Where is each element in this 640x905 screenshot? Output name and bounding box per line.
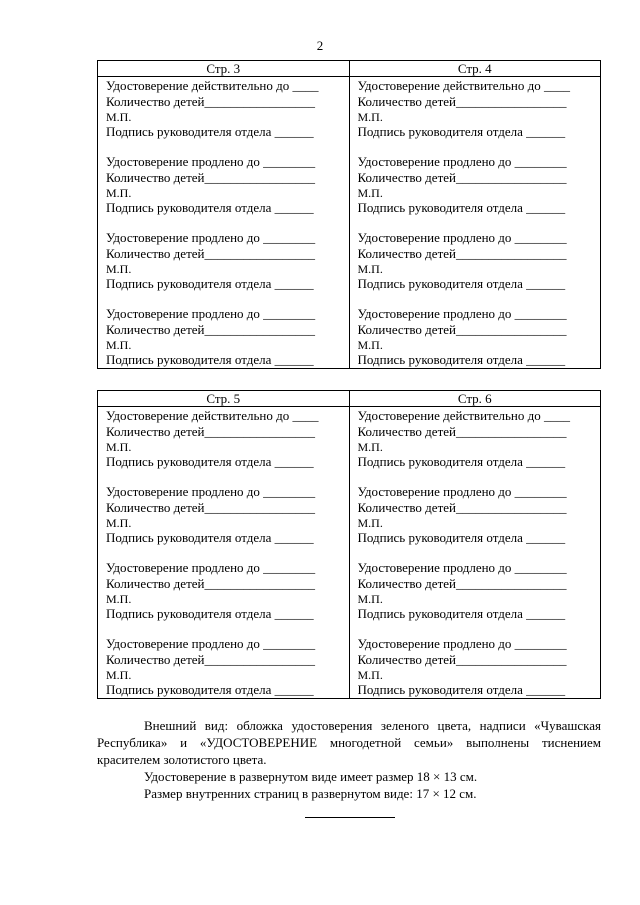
- page-column: [98, 77, 350, 369]
- seal-label: М.П.: [357, 338, 383, 352]
- signature-line: Подпись руководителя отдела ______: [357, 352, 566, 367]
- paragraph: Размер внутренних страниц в развернутом виде: 17 × 12 см.: [144, 786, 477, 801]
- validity-line: Удостоверение продлено до ________: [106, 636, 316, 651]
- validity-line: Удостоверение продлено до ________: [106, 154, 316, 169]
- validity-line: Удостоверение продлено до ________: [106, 230, 316, 245]
- page-number: 2: [316, 38, 324, 53]
- table-row: [98, 77, 601, 369]
- renewal-entry: [358, 78, 601, 140]
- children-count-line: Количество детей_________________: [357, 576, 567, 591]
- signature-line: Подпись руководителя отдела ______: [357, 530, 566, 545]
- validity-line: Удостоверение действительно до ____: [357, 78, 570, 93]
- signature-line: Подпись руководителя отдела ______: [106, 352, 314, 367]
- signature-line: Подпись руководителя отдела ______: [357, 682, 566, 697]
- children-count-line: Количество детей_________________: [106, 322, 315, 337]
- validity-line: Удостоверение продлено до ________: [357, 484, 567, 499]
- renewal-entry: [358, 560, 601, 622]
- signature-line: Подпись руководителя отдела ______: [357, 200, 566, 215]
- signature-line: Подпись руководителя отдела ______: [106, 276, 314, 291]
- seal-label: М.П.: [106, 516, 132, 530]
- seal-label: М.П.: [106, 440, 132, 454]
- renewal-entry: [106, 306, 349, 368]
- renewal-entry: [106, 154, 349, 216]
- paragraph: Удостоверение в развернутом виде имеет размер 18 × 13 см.: [144, 769, 478, 784]
- description-text: [97, 717, 601, 802]
- pages-5-6-table: [97, 390, 601, 699]
- renewal-entry: [106, 484, 349, 546]
- signature-line: Подпись руководителя отдела ______: [106, 454, 314, 469]
- table-header-row: [98, 61, 601, 77]
- page-column: [98, 407, 350, 699]
- column-header: Стр. 6: [349, 391, 601, 407]
- seal-label: М.П.: [106, 338, 132, 352]
- seal-label: М.П.: [106, 262, 132, 276]
- signature-line: Подпись руководителя отдела ______: [357, 124, 566, 139]
- renewal-entry: [358, 484, 601, 546]
- children-count-line: Количество детей_________________: [106, 576, 315, 591]
- children-count-line: Количество детей_________________: [106, 424, 315, 439]
- validity-line: Удостоверение продлено до ________: [357, 230, 567, 245]
- seal-label: М.П.: [106, 668, 132, 682]
- signature-line: Подпись руководителя отдела ______: [106, 530, 314, 545]
- signature-line: Подпись руководителя отдела ______: [106, 200, 314, 215]
- seal-label: М.П.: [357, 516, 383, 530]
- children-count-line: Количество детей_________________: [106, 170, 315, 185]
- seal-label: М.П.: [357, 440, 383, 454]
- renewal-entry: [358, 230, 601, 292]
- renewal-entry: [106, 636, 349, 698]
- validity-line: Удостоверение продлено до ________: [357, 560, 567, 575]
- renewal-entry: [106, 78, 349, 140]
- seal-label: М.П.: [357, 110, 383, 124]
- validity-line: Удостоверение продлено до ________: [106, 484, 316, 499]
- children-count-line: Количество детей_________________: [106, 652, 315, 667]
- children-count-line: Количество детей_________________: [357, 424, 567, 439]
- signature-line: Подпись руководителя отдела ______: [106, 682, 314, 697]
- column-header: Стр. 4: [349, 61, 601, 77]
- children-count-line: Количество детей_________________: [357, 652, 567, 667]
- renewal-entry: [106, 408, 349, 470]
- validity-line: Удостоверение продлено до ________: [106, 560, 316, 575]
- signature-line: Подпись руководителя отдела ______: [357, 454, 566, 469]
- column-header: Стр. 5: [98, 391, 350, 407]
- page-column: [349, 77, 601, 369]
- column-header: Стр. 3: [98, 61, 350, 77]
- renewal-entry: [358, 306, 601, 368]
- seal-label: М.П.: [106, 186, 132, 200]
- renewal-entry: [106, 560, 349, 622]
- end-rule: [305, 817, 395, 818]
- validity-line: Удостоверение продлено до ________: [357, 306, 567, 321]
- seal-label: М.П.: [106, 592, 132, 606]
- validity-line: Удостоверение действительно до ____: [106, 408, 319, 423]
- seal-label: М.П.: [357, 262, 383, 276]
- children-count-line: Количество детей_________________: [106, 246, 315, 261]
- validity-line: Удостоверение действительно до ____: [106, 78, 319, 93]
- validity-line: Удостоверение действительно до ____: [357, 408, 570, 423]
- table-row: [98, 407, 601, 699]
- renewal-entry: [358, 408, 601, 470]
- children-count-line: Количество детей_________________: [106, 500, 315, 515]
- signature-line: Подпись руководителя отдела ______: [357, 606, 566, 621]
- renewal-entry: [106, 230, 349, 292]
- children-count-line: Количество детей_________________: [357, 322, 567, 337]
- validity-line: Удостоверение продлено до ________: [357, 154, 567, 169]
- children-count-line: Количество детей_________________: [357, 170, 567, 185]
- seal-label: М.П.: [357, 186, 383, 200]
- seal-label: М.П.: [357, 668, 383, 682]
- signature-line: Подпись руководителя отдела ______: [106, 606, 314, 621]
- seal-label: М.П.: [106, 110, 132, 124]
- validity-line: Удостоверение продлено до ________: [106, 306, 316, 321]
- signature-line: Подпись руководителя отдела ______: [106, 124, 314, 139]
- page-column: [349, 407, 601, 699]
- table-header-row: [98, 391, 601, 407]
- renewal-entry: [358, 636, 601, 698]
- renewal-entry: [358, 154, 601, 216]
- signature-line: Подпись руководителя отдела ______: [357, 276, 566, 291]
- children-count-line: Количество детей_________________: [357, 500, 567, 515]
- children-count-line: Количество детей_________________: [357, 94, 567, 109]
- paragraph: Внешний вид: обложка удостоверения зеленого цвета, надписи «Чувашская Республика» и «УДОСТОВЕРЕНИЕ многодетной семьи» выполнены тиснением красителем золотистого цвета.: [97, 718, 601, 767]
- validity-line: Удостоверение продлено до ________: [357, 636, 567, 651]
- children-count-line: Количество детей_________________: [106, 94, 315, 109]
- children-count-line: Количество детей_________________: [357, 246, 567, 261]
- seal-label: М.П.: [357, 592, 383, 606]
- pages-3-4-table: [97, 60, 601, 369]
